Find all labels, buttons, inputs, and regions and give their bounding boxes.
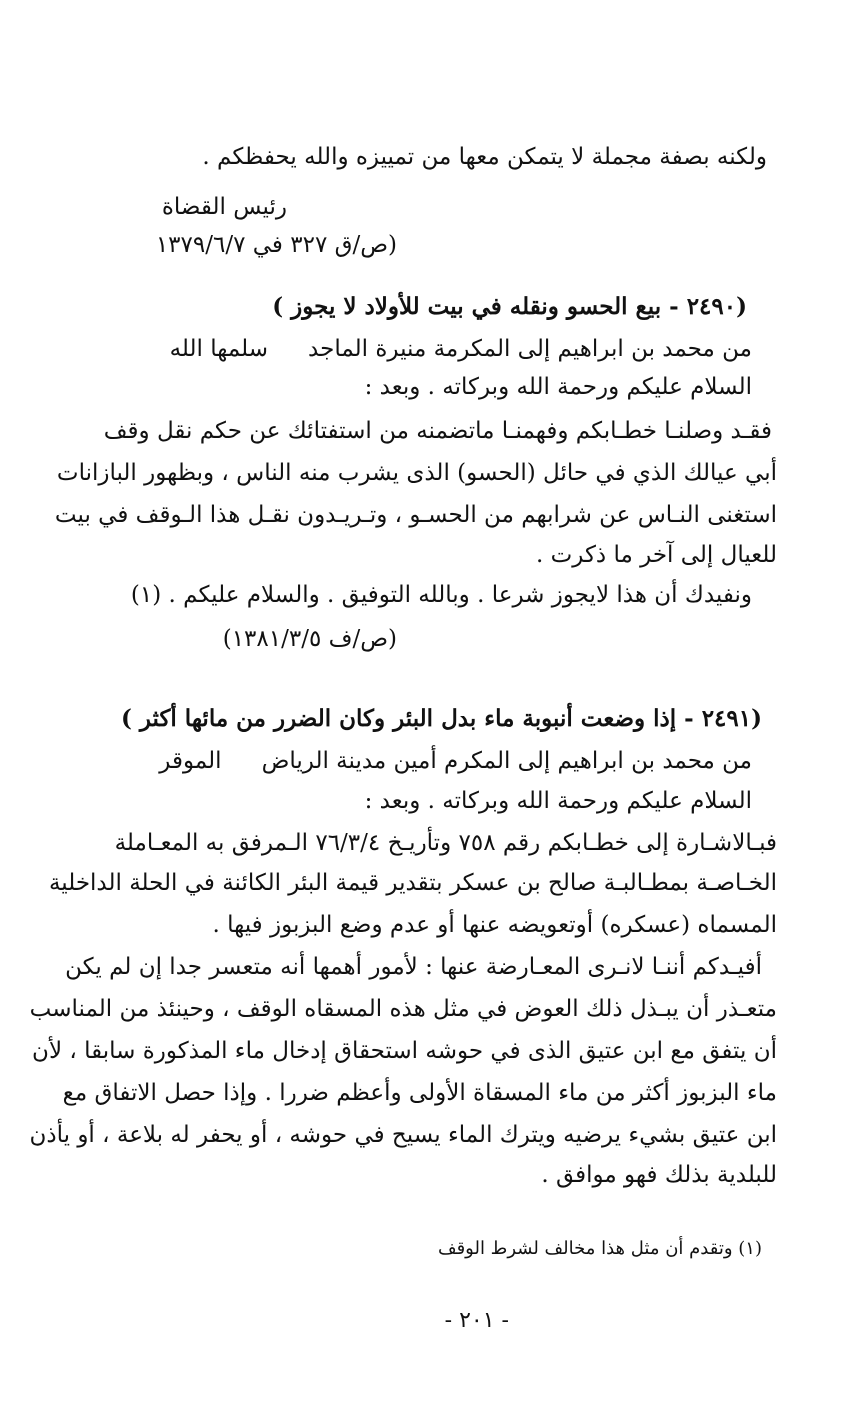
body-line: أفيـدكم أننـا لانـرى المعـارضة عنها : لأمور أهمها أنه متعسر جدا إن لم يكن — [65, 954, 762, 980]
body-line: المسماه (عسكره) أوتعويضه عنها أو عدم وضع البزبوز فيها . — [212, 912, 777, 938]
body-line: للعيال إلى آخر ما ذكرت . — [536, 542, 777, 568]
body-line: استغنى النـاس عن شرابهم من الحسـو ، وتـريـدون نقـل هذا الـوقف في بيت — [54, 502, 777, 528]
section-heading-2490: (٢٤٩٠ - بيع الحسو ونقله في بيت للأولاد لا يجوز ) — [272, 293, 747, 320]
reference-citation: (ص/ق ٣٢٧ في ١٣٧٩/٦/٧ — [155, 232, 397, 258]
body-line: ماء البزبوز أكثر من ماء المسقاة الأولى وأعظم ضررا . وإذا حصل الاتفاق مع — [62, 1080, 777, 1106]
sender-recipient-text: من محمد بن ابراهيم إلى المكرمة منيرة الماجد — [308, 336, 752, 362]
signature-title: رئيس القضاة — [161, 194, 287, 220]
sender-recipient-text: من محمد بن ابراهيم إلى المكرم أمين مدينة الرياض — [261, 748, 752, 774]
reference-citation: (ص/ف ١٣٨١/٣/٥) — [222, 626, 397, 652]
body-line: ونفيدك أن هذا لايجوز شرعا . وبالله التوفيق . والسلام عليكم . (١) — [130, 582, 752, 608]
greeting-blessing: سلمها الله — [169, 336, 269, 362]
sender-recipient-line — [170, 332, 752, 366]
body-line: فبـالاشـارة إلى خطـابكم رقم ٧٥٨ وتأريـخ ٧٦/٣/٤ الـمرفق به المعـاملة — [114, 830, 777, 856]
salutation-line: السلام عليكم ورحمة الله وبركاته . وبعد : — [364, 374, 752, 400]
honorific: الموقر — [159, 748, 222, 774]
section-heading-2491: (٢٤٩١ - إذا وضعت أنبوبة ماء بدل البئر وكان الضرر من مائها أكثر ) — [120, 705, 762, 732]
body-line: للبلدية بذلك فهو موافق . — [541, 1162, 777, 1188]
body-line: فقـد وصلنـا خطـابكم وفهمنـا ماتضمنه من استفتائك عن حكم نقل وقف — [103, 418, 772, 444]
page-number: - ٢٠١ - — [444, 1308, 509, 1333]
body-line: ابن عتيق بشيء يرضيه ويترك الماء يسيح في حوشه ، أو يحفر له بلاعة ، أو يأذن — [29, 1122, 777, 1148]
salutation-line: السلام عليكم ورحمة الله وبركاته . وبعد : — [364, 788, 752, 814]
body-line: الخـاصـة بمطـالبـة صالح بن عسكر بتقدير قيمة البئر الكائنة في الحلة الداخلية — [48, 870, 777, 896]
sender-recipient-line — [159, 744, 752, 778]
body-line: أن يتفق مع ابن عتيق الذى في حوشه استحقاق إدخال ماء المذكورة سابقا ، لأن — [32, 1038, 777, 1064]
body-line: متعـذر أن يبـذل ذلك العوض في مثل هذه المسقاه الوقف ، وحينئذ من المناسب — [29, 996, 777, 1022]
text-line: ولكنه بصفة مجملة لا يتمكن معها من تمييزه والله يحفظكم . — [202, 144, 767, 170]
body-line: أبي عيالك الذي في حائل (الحسو) الذى يشرب منه الناس ، وبظهور البازانات — [56, 460, 777, 486]
footnote: (١) وتقدم أن مثل هذا مخالف لشرط الوقف — [437, 1238, 762, 1259]
